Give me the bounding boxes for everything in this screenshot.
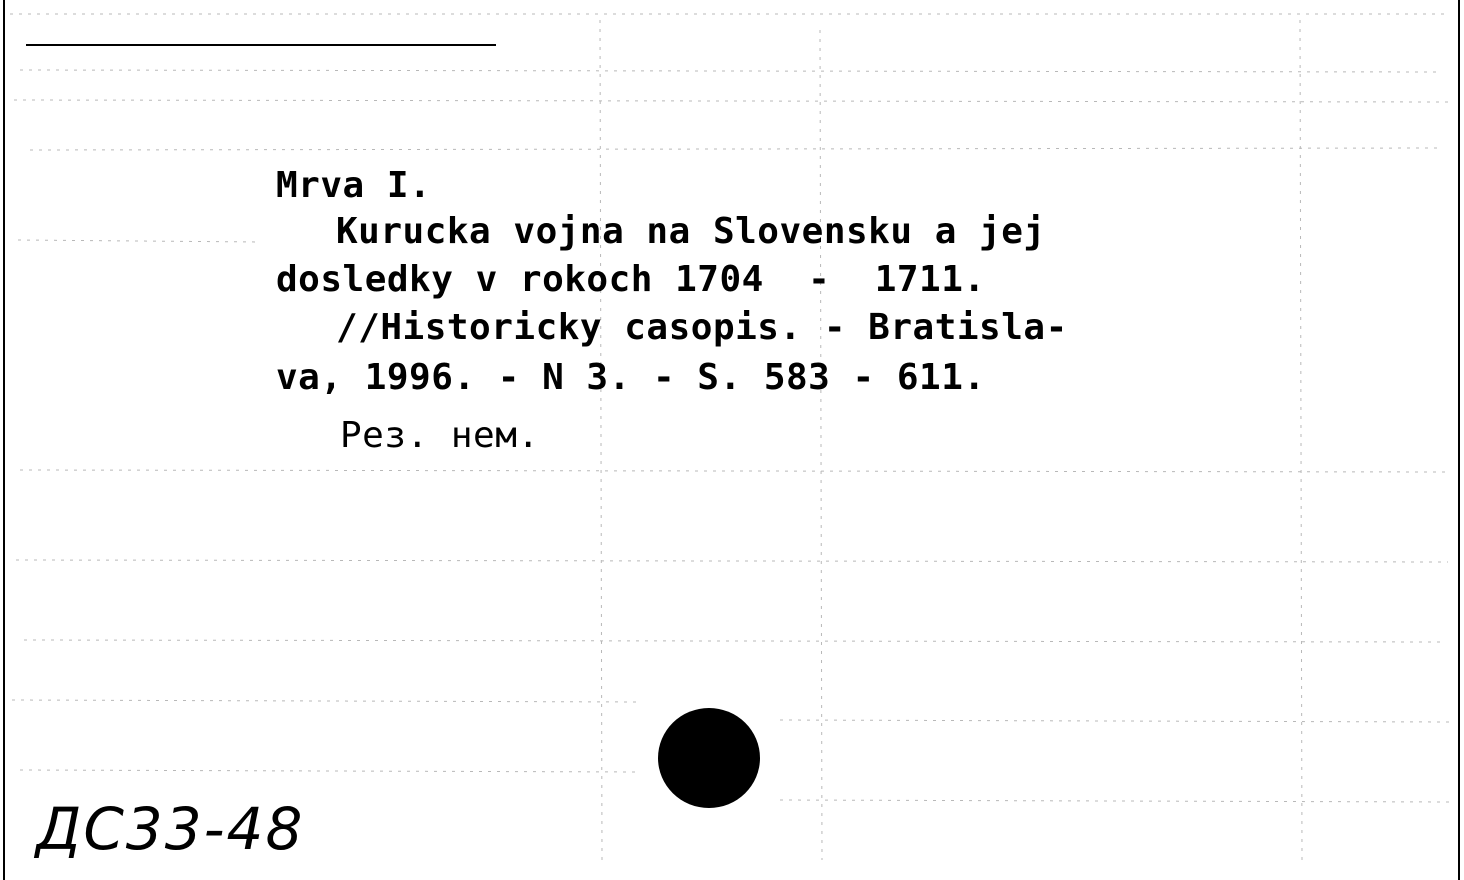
handwritten-shelfmark: ДС33-48 bbox=[36, 795, 305, 863]
source-line-2: va, 1996. - N 3. - S. 583 - 611. bbox=[276, 357, 986, 398]
author-name: Mrva I. bbox=[276, 165, 432, 206]
summary-note: Рез. нем. bbox=[340, 415, 540, 456]
card-left-edge bbox=[3, 0, 5, 880]
card-right-edge bbox=[1458, 0, 1460, 880]
punch-hole bbox=[658, 708, 760, 808]
work-title-line-2: dosledky v rokoch 1704 - 1711. bbox=[276, 259, 986, 300]
source-line-1: //Historicky casopis. - Bratisla- bbox=[336, 307, 1068, 348]
work-title-line-1: Kurucka vojna na Slovensku a jej bbox=[336, 211, 1046, 252]
top-rule bbox=[26, 44, 496, 46]
